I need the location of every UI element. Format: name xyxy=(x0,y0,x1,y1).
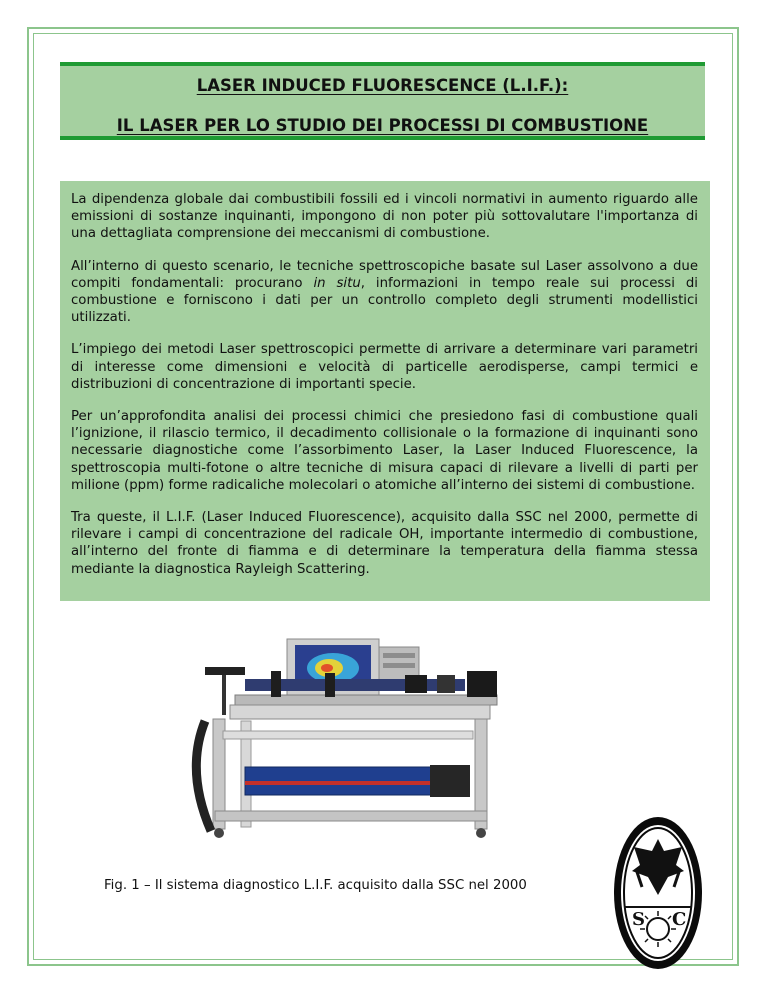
body-text-panel xyxy=(60,181,710,601)
laser-head xyxy=(245,765,470,797)
title-line-2: IL LASER PER LO STUDIO DEI PROCESSI DI COMBUSTIONE xyxy=(116,116,649,135)
cable-hose xyxy=(196,721,211,831)
paragraph-5: Tra queste, il L.I.F. (Laser Induced Fluorescence), acquisito dalla SSC nel 2000, permette di rilevare i campi di concentrazione del radicale OH, importante intermedio di combustione, all’interno del fronte di fiamma e di determinare la temperatura della fiamma stessa mediante la diagnostica Rayleigh Scattering. xyxy=(71,510,698,577)
logo-letter-c: C xyxy=(672,909,687,930)
figure-caption: Fig. 1 – Il sistema diagnostico L.I.F. acquisito dalla SSC nel 2000 xyxy=(104,878,527,893)
logo-letter-s: S xyxy=(632,909,645,930)
monitor-image xyxy=(287,639,419,701)
paragraph-2-start: All’interno di questo scenario, le tecniche spettroscopiche basate sul Laser assolvono a due compiti fondamentali: procurano xyxy=(71,258,698,291)
paragraph-3: L’impiego dei metodi Laser spettroscopici permette di arrivare a determinare vari parametri di interesse come dimensioni e velocità di particelle aerodisperse, campi termici e distribuzioni di concentrazione di importanti specie. xyxy=(71,342,698,392)
in-situ-italic: in situ xyxy=(313,275,361,291)
title-banner xyxy=(60,62,705,140)
ssc-logo xyxy=(612,815,704,971)
paragraph-1: La dipendenza globale dai combustibili fossili ed i vincoli normativi in aumento riguardo alle emissioni di sostanze inquinanti, impongono di non poter più sottovalutare l'importanza di una dettagliata comprensione dei meccanismi di combustione. xyxy=(71,192,698,242)
paragraph-2-end: , informazioni in tempo reale sui processi di combustione e forniscono i dati per un controllo completo degli strumenti modellistici utilizzati. xyxy=(71,275,698,326)
title-line-1: LASER INDUCED FLUORESCENCE (L.I.F.): xyxy=(196,76,569,95)
paragraph-4: Per un’approfondita analisi dei processi chimici che presiedono fasi di combustione quali l’ignizione, il rilascio termico, il decadimento collisionale o la formazione di inquinanti sono necessarie diagnostiche come l’assorbimento Laser, la Laser Induced Fluorescence, la spettroscopia multi-fotone o altre tecniche di misura capaci di rilevare a livelli di parti per milione (ppm) forme radicaliche molecolari o atomiche all’interno dei sistemi di combustione. xyxy=(71,409,698,493)
lif-system-photo xyxy=(175,631,510,841)
paragraph-2 xyxy=(71,258,698,327)
